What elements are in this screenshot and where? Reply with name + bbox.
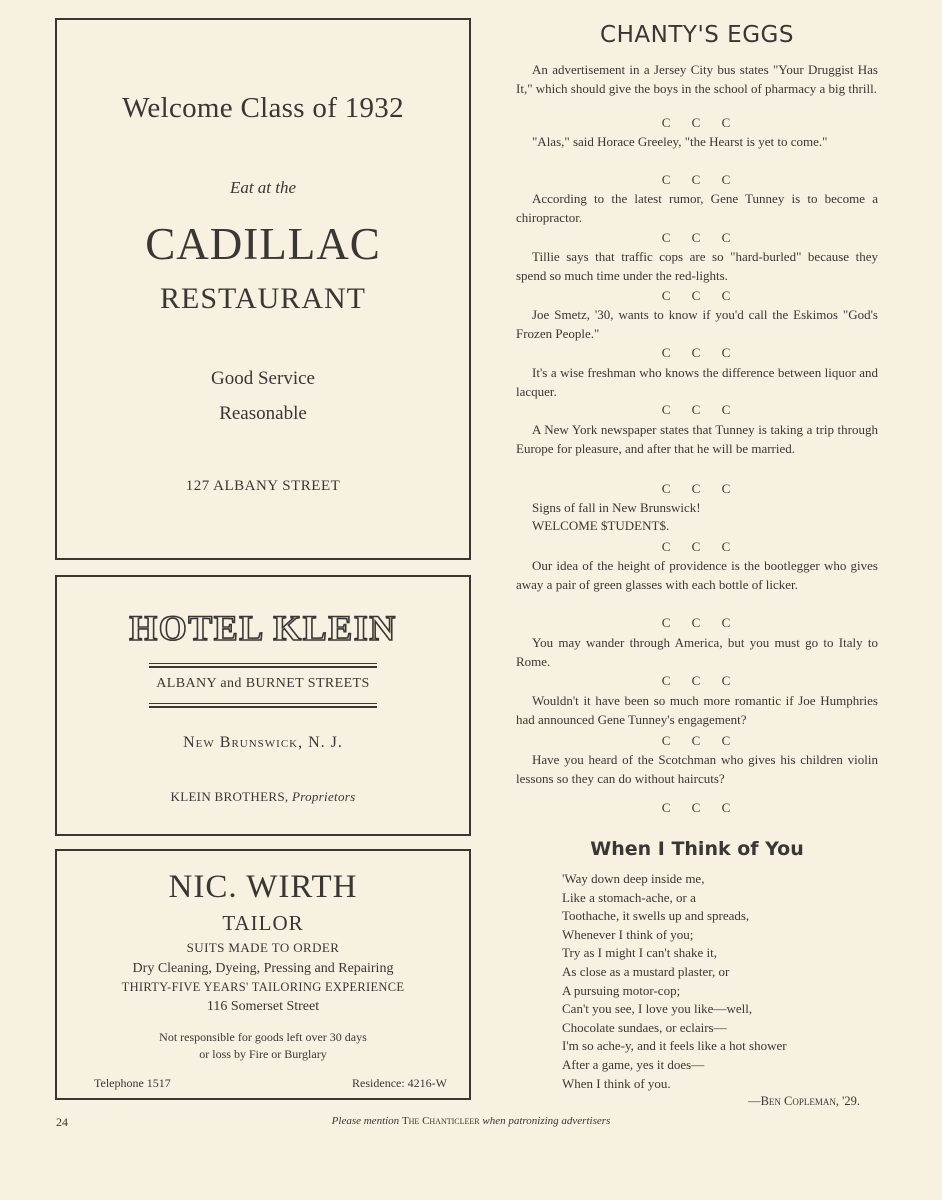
hotel-name: HOTEL KLEIN	[129, 608, 397, 648]
joke-item: An advertisement in a Jersey City bus states "Your Druggist Has It," which should give the boys in the school of pharmacy a big thrill.	[516, 62, 878, 96]
hotel-city: New Brunswick, N. J.	[183, 734, 343, 751]
tailor-note-2: or loss by Fire or Burglary	[199, 1047, 327, 1061]
joke-item: Have you heard of the Scotchman who gives his children violin lessons so they can do without haircuts?	[516, 752, 878, 786]
column-title: CHANTY'S EGGS	[600, 22, 794, 48]
poem-line: As close as a mustard plaster, or	[562, 963, 730, 979]
poem-line: Toothache, it swells up and spreads,	[562, 908, 750, 924]
footer-publication: The Chanticleer	[401, 1115, 480, 1127]
joke-item: Signs of fall in New Brunswick!	[532, 500, 701, 515]
tailor-name: NIC. WIRTH	[168, 869, 358, 905]
poem-line: Whenever I think of you;	[562, 926, 694, 942]
joke-item: It's a wise freshman who knows the difference between liquor and lacquer.	[516, 365, 878, 399]
poem-title: When I Think of You	[590, 838, 804, 860]
tailor-services: Dry Cleaning, Dyeing, Pressing and Repairing	[132, 961, 394, 976]
tailor-residence: Residence: 4216-W	[352, 1076, 447, 1090]
separator: C C C	[661, 230, 733, 245]
poem-line: Chocolate sundaes, or eclairs—	[562, 1019, 727, 1035]
footer-text-before: Please mention	[331, 1115, 400, 1127]
proprietors-name: KLEIN BROTHERS,	[170, 789, 289, 804]
poem-line: Like a stomach-ache, or a	[562, 889, 696, 905]
footer-text-after: when patronizing advertisers	[482, 1115, 611, 1127]
welcome-students-line: WELCOME $TUDENT$.	[532, 518, 670, 533]
hotel-streets: ALBANY and BURNET STREETS	[156, 676, 370, 691]
joke-item: You may wander through America, but you must go to Italy to Rome.	[516, 635, 878, 669]
poem-line: I'm so ache-y, and it feels like a hot shower	[562, 1038, 787, 1054]
poem-line: Try as I might I can't shake it,	[562, 945, 717, 961]
tailor-trade: TAILOR	[222, 911, 304, 935]
ad-welcome-heading: Welcome Class of 1932	[122, 92, 404, 124]
tailor-suits-line: SUITS MADE TO ORDER	[186, 940, 340, 955]
separator: C C C	[661, 615, 733, 630]
tailor-experience: THIRTY-FIVE YEARS' TAILORING EXPERIENCE	[121, 980, 405, 994]
page-footer	[0, 1115, 942, 1127]
restaurant-name: CADILLAC	[145, 219, 381, 269]
poem-body	[562, 870, 787, 1093]
separator: C C C	[661, 172, 733, 187]
separator: C C C	[661, 115, 733, 130]
poem-line: When I think of you.	[562, 1075, 671, 1091]
poem-line: 'Way down deep inside me,	[562, 871, 705, 886]
cadillac-restaurant-ad	[55, 18, 471, 560]
joke-item: A New York newspaper states that Tunney is taking a trip through Europe for pleasure, and after that he will be married.	[516, 422, 878, 456]
ad-eat-at-line: Eat at the	[229, 178, 297, 197]
tailor-telephone: Telephone 1517	[94, 1076, 171, 1090]
poem-line: After a game, yes it does—	[562, 1056, 705, 1072]
separator: C C C	[661, 539, 733, 554]
poem-line: A pursuing motor-cop;	[562, 982, 681, 998]
joke-item: Tillie says that traffic cops are so "hard-burled" because they spend so much time under the red-lights.	[516, 249, 878, 283]
separator: C C C	[661, 673, 733, 688]
restaurant-address: 127 ALBANY STREET	[185, 478, 341, 494]
ad-price-line: Reasonable	[219, 403, 307, 424]
joke-item: According to the latest rumor, Gene Tunney is to become a chiropractor.	[516, 191, 878, 225]
hotel-klein-ad	[55, 575, 471, 836]
poem-line: Can't you see, I love you like—well,	[562, 1001, 753, 1017]
hotel-proprietors	[57, 789, 469, 805]
nic-wirth-tailor-ad	[55, 849, 471, 1100]
ad-service-line: Good Service	[211, 368, 315, 389]
proprietors-role: Proprietors	[291, 789, 356, 804]
separator: C C C	[661, 800, 733, 815]
double-rule-bottom	[149, 703, 377, 708]
double-rule-top	[149, 663, 377, 668]
tailor-address: 116 Somerset Street	[206, 999, 320, 1014]
restaurant-type: RESTAURANT	[160, 282, 366, 315]
joke-item: Wouldn't it have been so much more romantic if Joe Humphries had announced Gene Tunney's engagement?	[516, 693, 878, 727]
poem-byline: —Ben Copleman, '29.	[748, 1094, 860, 1108]
joke-item: Our idea of the height of providence is the bootlegger who gives away a pair of green glasses with each bottle of licker.	[516, 558, 878, 592]
separator: C C C	[661, 733, 733, 748]
page-number: 24	[56, 1115, 68, 1129]
tailor-note-1: Not responsible for goods left over 30 days	[159, 1030, 367, 1044]
separator: C C C	[661, 402, 733, 417]
separator: C C C	[661, 345, 733, 360]
joke-item: Joe Smetz, '30, wants to know if you'd call the Eskimos "God's Frozen People."	[516, 307, 878, 341]
separator: C C C	[661, 481, 733, 496]
separator: C C C	[661, 288, 733, 303]
joke-item: "Alas," said Horace Greeley, "the Hearst is yet to come."	[532, 134, 828, 149]
